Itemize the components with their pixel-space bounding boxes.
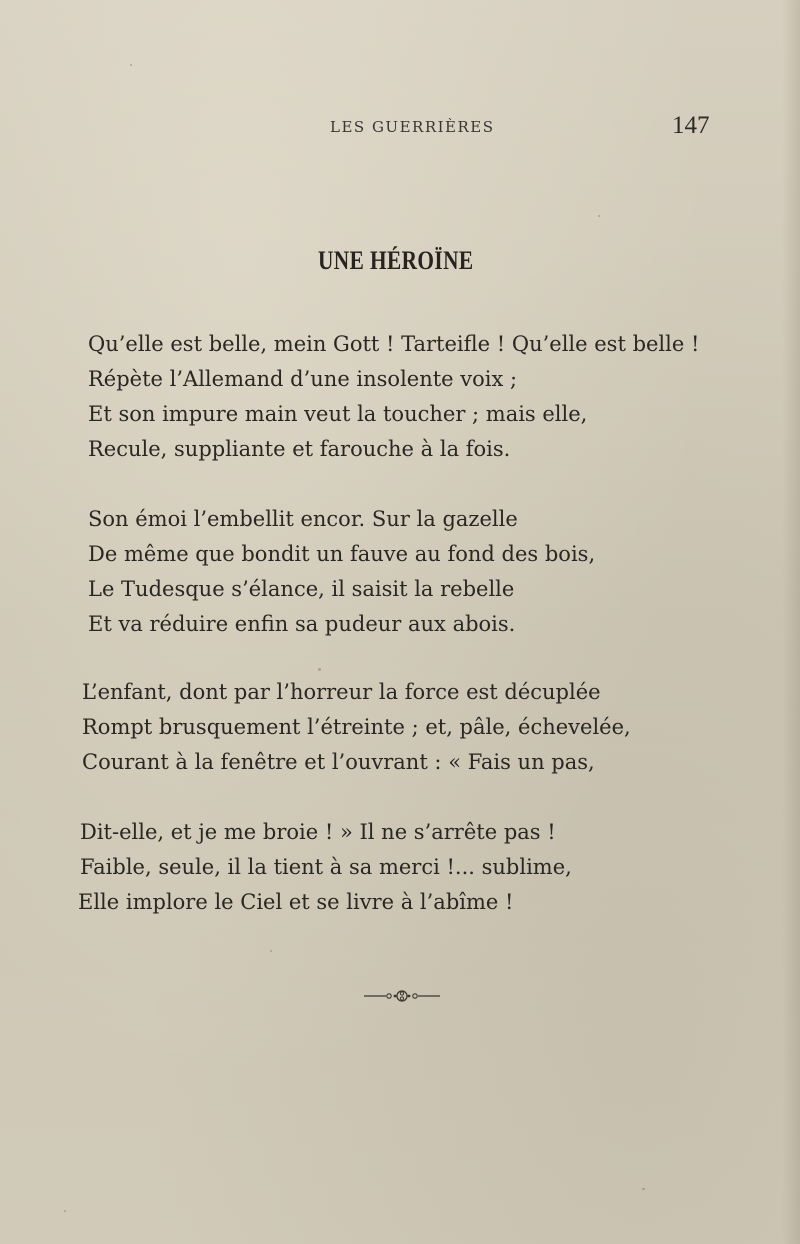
tailpiece-ornament-icon <box>362 984 442 1008</box>
verse-line: Dit-elle, et je me broie ! » Il ne s’arrête pas ! <box>80 820 556 844</box>
page-edge-shadow <box>782 0 800 1244</box>
paper-speck <box>598 215 600 217</box>
poem-title: UNE HÉROÏNE <box>318 246 474 275</box>
paper-speck <box>270 950 272 952</box>
verse-line: Et va réduire enfin sa pudeur aux abois. <box>88 612 516 636</box>
verse-line: Qu’elle est belle, mein Gott ! Tarteifle ! Qu’elle est belle ! <box>88 332 700 356</box>
verse-line: Et son impure main veut la toucher ; mais elle, <box>88 402 588 426</box>
paper-speck <box>318 668 321 671</box>
verse-line: Elle implore le Ciel et se livre à l’abîme ! <box>78 890 514 914</box>
verse-line: Rompt brusquement l’étreinte ; et, pâle, échevelée, <box>82 715 631 739</box>
page-number: 147 <box>672 112 710 139</box>
paper-speck <box>130 64 132 66</box>
paper-speck <box>64 1210 66 1212</box>
running-title: LES GUERRIÈRES <box>330 118 495 136</box>
verse-line: Faible, seule, il la tient à sa merci !... sublime, <box>80 855 572 879</box>
paper-speck <box>642 1188 645 1190</box>
verse-line: L’enfant, dont par l’horreur la force est décuplée <box>82 680 601 704</box>
verse-line: Son émoi l’embellit encor. Sur la gazelle <box>88 507 518 531</box>
verse-line: Recule, suppliante et farouche à la fois. <box>88 437 511 461</box>
verse-line: Le Tudesque s’élance, il saisit la rebelle <box>88 577 515 601</box>
verse-line: Répète l’Allemand d’une insolente voix ; <box>88 367 518 391</box>
verse-line: Courant à la fenêtre et l’ouvrant : « Fais un pas, <box>82 750 595 774</box>
verse-line: De même que bondit un fauve au fond des bois, <box>88 542 596 566</box>
